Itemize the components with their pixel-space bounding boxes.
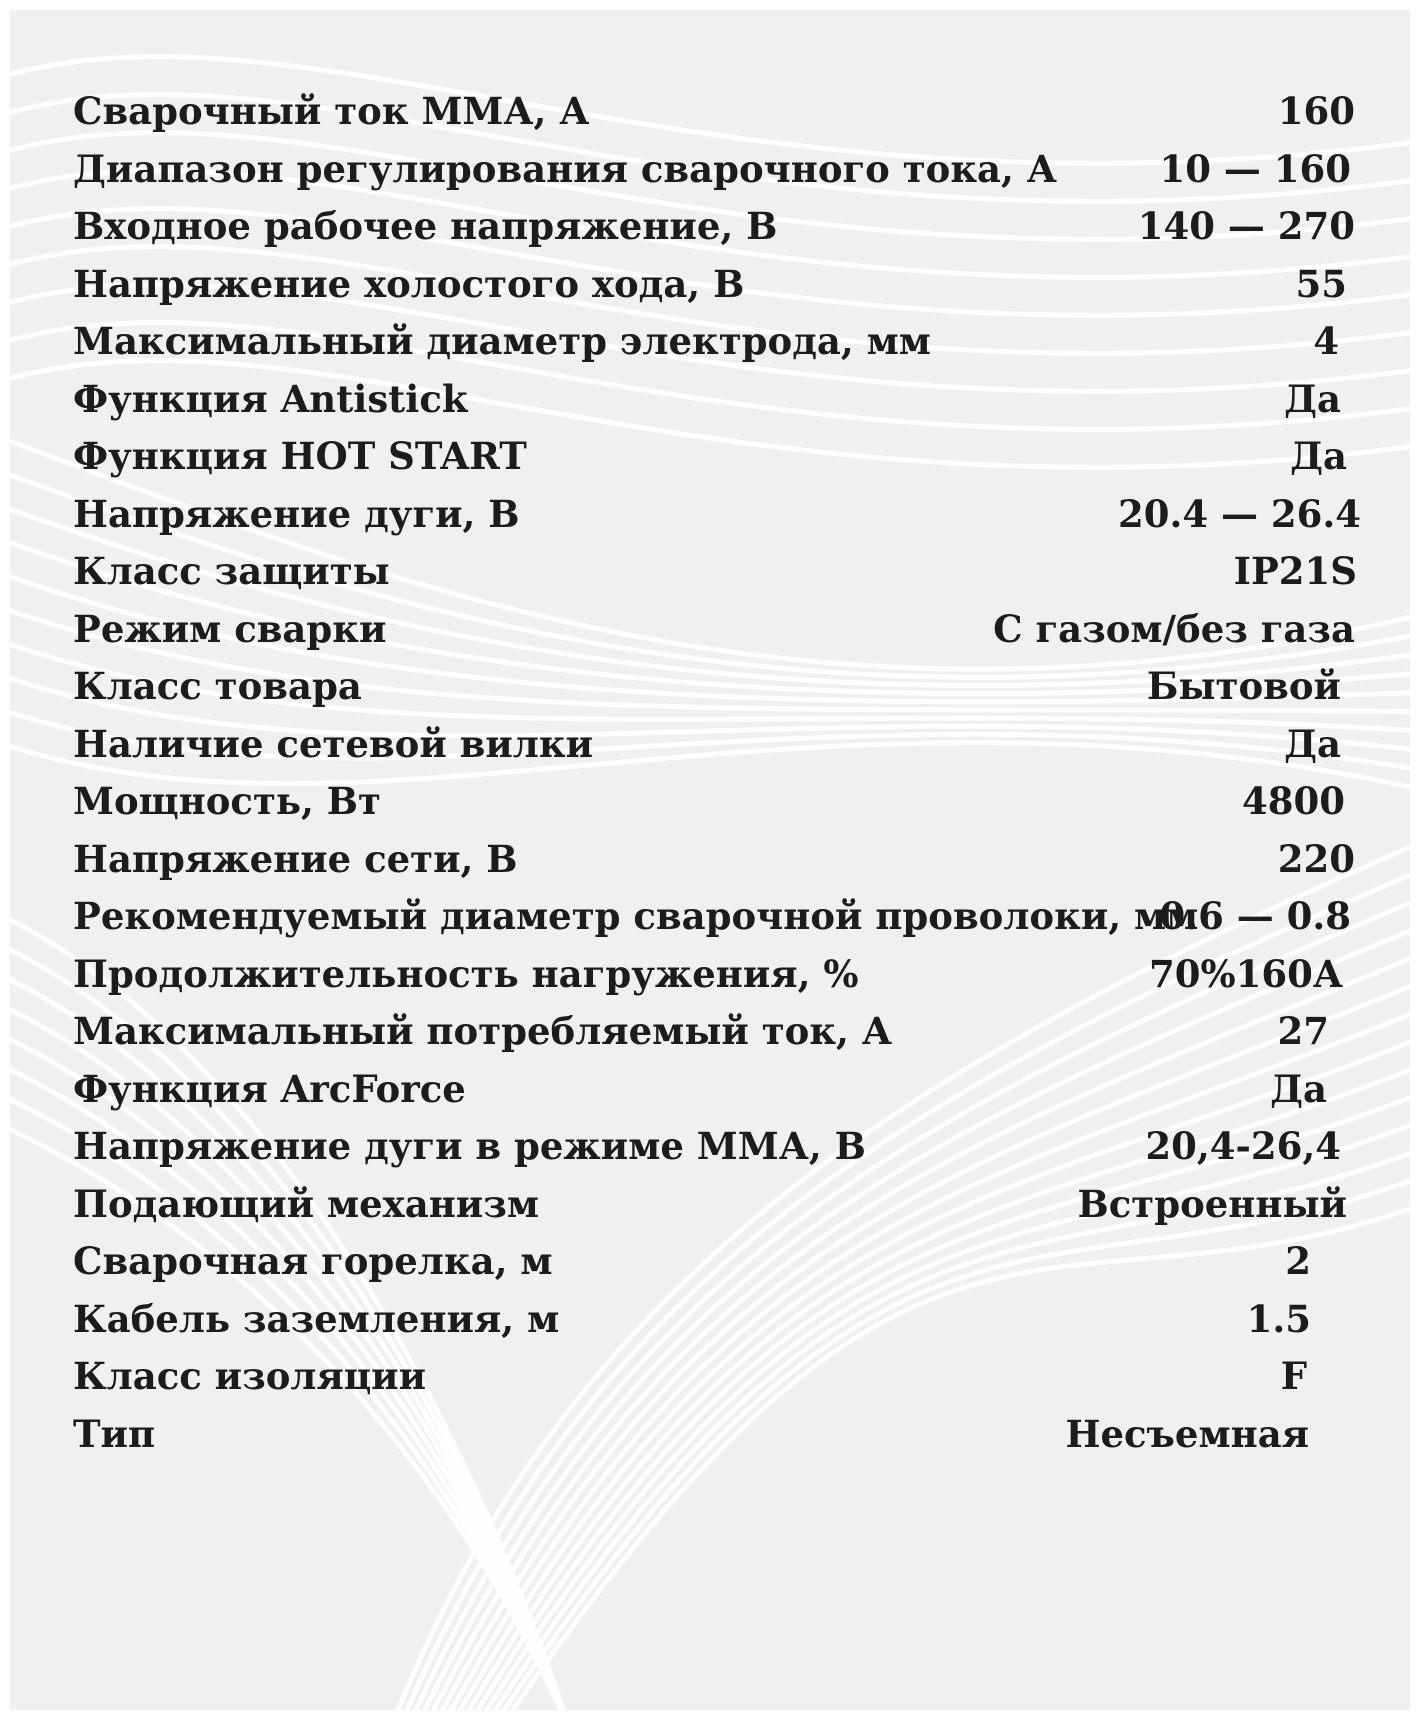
spec-row <box>73 428 1383 486</box>
spec-row <box>73 601 1383 659</box>
spec-label: Класс товара <box>73 664 362 708</box>
spec-label: Функция ArcForce <box>73 1066 466 1111</box>
spec-value: Да <box>1284 721 1341 766</box>
spec-row <box>73 658 1383 716</box>
spec-row <box>73 141 1383 199</box>
spec-value: Бытовой <box>1146 664 1341 708</box>
spec-label: Функция HOT START <box>73 434 527 478</box>
spec-label: Наличие сетевой вилки <box>73 721 594 766</box>
spec-row <box>73 543 1383 601</box>
spec-value: 20,4-26,4 <box>1145 1124 1341 1168</box>
spec-value: Да <box>1290 434 1347 478</box>
spec-value: Встроенный <box>1077 1181 1347 1226</box>
spec-label: Рекомендуемый диаметр сварочной проволоки, мм <box>73 894 1199 938</box>
spec-value: 160 <box>1277 89 1355 133</box>
spec-value: 4 <box>1313 319 1339 363</box>
spec-label: Класс защиты <box>73 549 390 593</box>
spec-value: 4800 <box>1242 779 1345 823</box>
spec-value: 55 <box>1295 261 1347 306</box>
spec-label: Напряжение дуги в режиме ММА, В <box>73 1124 866 1168</box>
spec-row <box>73 831 1383 889</box>
spec-value: С газом/без газа <box>993 606 1355 651</box>
spec-row <box>73 773 1383 831</box>
spec-value: 140 — 270 <box>1137 204 1355 248</box>
spec-label: Подающий механизм <box>73 1181 539 1226</box>
spec-row <box>73 716 1383 774</box>
spec-value: 20.4 — 26.4 <box>1118 491 1361 536</box>
spec-value: Да <box>1270 1066 1327 1111</box>
spec-label: Диапазон регулирования сварочного тока, А <box>73 146 1057 191</box>
spec-row <box>73 256 1383 314</box>
spec-label: Тип <box>73 1411 156 1456</box>
spec-value: 27 <box>1277 1009 1329 1053</box>
spec-value: Несъемная <box>1065 1411 1309 1456</box>
spec-row <box>73 1406 1383 1464</box>
spec-label: Входное рабочее напряжение, В <box>73 204 778 248</box>
spec-row <box>73 371 1383 429</box>
spec-label: Продолжительность нагружения, % <box>73 951 859 996</box>
spec-label: Мощность, Вт <box>73 779 381 823</box>
spec-label: Максимальный диаметр электрода, мм <box>73 319 931 363</box>
spec-list <box>73 83 1383 1463</box>
spec-label: Напряжение сети, В <box>73 836 518 881</box>
spec-row <box>73 198 1383 256</box>
spec-value: F <box>1280 1354 1307 1398</box>
spec-value: IP21S <box>1233 549 1357 593</box>
spec-label: Напряжение холостого хода, В <box>73 261 745 306</box>
spec-value: 1.5 <box>1246 1296 1311 1341</box>
spec-value: 70%160А <box>1148 951 1343 996</box>
spec-row <box>73 1003 1383 1061</box>
spec-label: Напряжение дуги, В <box>73 491 520 536</box>
spec-label: Сварочная горелка, м <box>73 1239 553 1283</box>
spec-label: Максимальный потребляемый ток, А <box>73 1009 892 1053</box>
spec-row <box>73 83 1383 141</box>
spec-label: Сварочный ток ММА, А <box>73 89 590 133</box>
spec-value: 10 — 160 <box>1159 146 1351 191</box>
spec-row <box>73 946 1383 1004</box>
spec-row <box>73 888 1383 946</box>
spec-label: Кабель заземления, м <box>73 1296 560 1341</box>
spec-card <box>10 10 1410 1710</box>
spec-row <box>73 1176 1383 1234</box>
spec-label: Режим сварки <box>73 606 387 651</box>
spec-value: 0.6 — 0.8 <box>1159 894 1351 938</box>
spec-row <box>73 1061 1383 1119</box>
spec-value: 220 <box>1277 836 1355 881</box>
spec-row <box>73 1233 1383 1291</box>
spec-row <box>73 1348 1383 1406</box>
spec-row <box>73 313 1383 371</box>
spec-row <box>73 1118 1383 1176</box>
spec-row <box>73 1291 1383 1349</box>
spec-value: Да <box>1284 376 1341 421</box>
spec-value: 2 <box>1285 1239 1311 1283</box>
spec-row <box>73 486 1383 544</box>
spec-label: Класс изоляции <box>73 1354 427 1398</box>
spec-label: Функция Antistick <box>73 376 468 421</box>
